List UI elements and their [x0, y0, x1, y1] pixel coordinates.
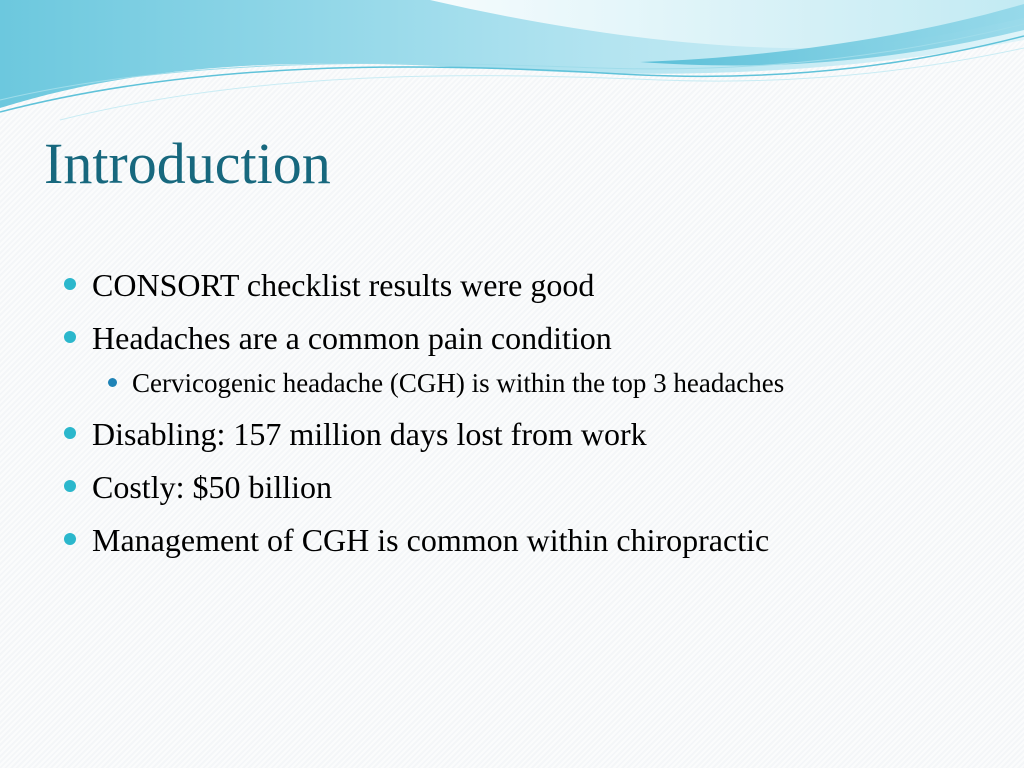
bullet-item — [62, 264, 1002, 306]
bullet-text: CONSORT checklist results were good — [92, 267, 595, 303]
bullet-list — [62, 264, 1002, 572]
sub-bullet-dot-icon — [108, 378, 117, 387]
bullet-item — [62, 317, 1002, 359]
slide-title: Introduction — [44, 131, 331, 196]
bullet-text: Costly: $50 billion — [92, 469, 333, 505]
bullet-dot-icon — [64, 278, 76, 290]
bullet-dot-icon — [64, 427, 76, 439]
sub-bullet-item — [62, 366, 1002, 400]
bullet-text: Management of CGH is common within chiropractic — [92, 522, 770, 558]
decorative-wave-header — [0, 0, 1024, 130]
bullet-dot-icon — [64, 533, 76, 545]
bullet-text: Headaches are a common pain condition — [92, 320, 612, 356]
bullet-item — [62, 466, 1002, 508]
bullet-item — [62, 519, 1002, 561]
bullet-item — [62, 413, 1002, 455]
bullet-dot-icon — [64, 480, 76, 492]
sub-bullet-text: Cervicogenic headache (CGH) is within the top 3 headaches — [132, 368, 785, 398]
bullet-dot-icon — [64, 331, 76, 343]
bullet-text: Disabling: 157 million days lost from work — [92, 416, 647, 452]
